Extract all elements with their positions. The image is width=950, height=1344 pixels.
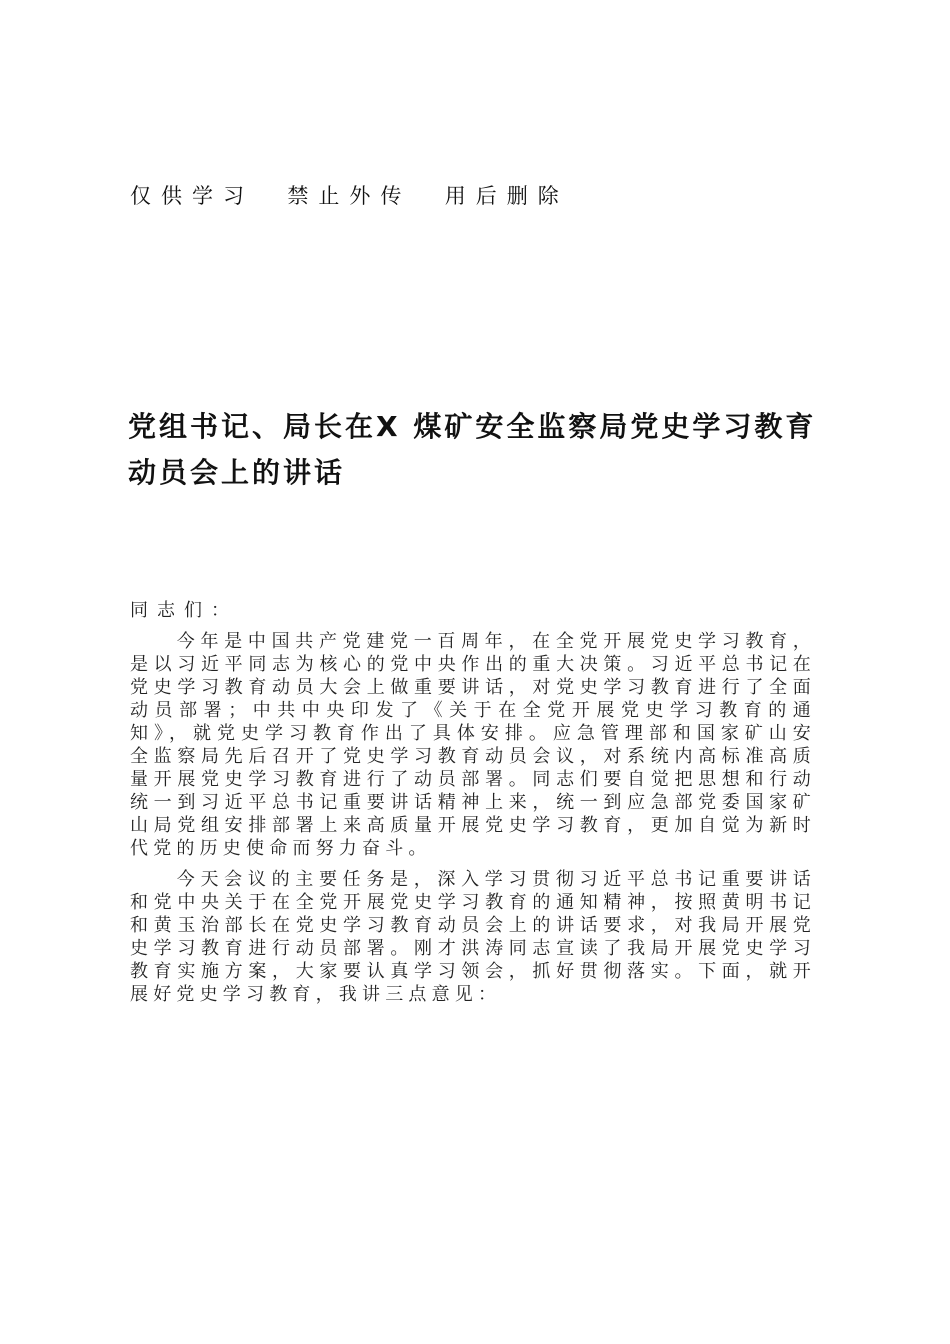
document-title: 党组书记、局长在X 煤矿安全监察局党史学习教育动员会上的讲话 bbox=[128, 410, 817, 489]
document-body bbox=[130, 599, 816, 1014]
salutation: 同志们： bbox=[130, 600, 238, 621]
paragraph-2: 今天会议的主要任务是，深入学习贯彻习近平总书记重要讲话和党中央关于在全党开展党史学习教育的通知精神，按照黄明书记和黄玉治部长在党史学习教育动员会上的讲话要求，对我局开展党史学习教育进行动员部署。刚才洪涛同志宣读了我局开展党史学习教育实施方案，大家要认真学习领会，抓好贯彻落实。下面，就开展好党史学习教育，我讲三点意见： bbox=[130, 869, 816, 1005]
distribution-notice: 仅供学习 禁止外传 用后删除 bbox=[130, 184, 569, 208]
paragraph-1: 今年是中国共产党建党一百周年，在全党开展党史学习教育，是以习近平同志为核心的党中央作出的重大决策。习近平总书记在党史学习教育动员大会上做重要讲话，对党史学习教育进行了全面动员部署；中共中央印发了《关于在全党开展党史学习教育的通知》，就党史学习教育作出了具体安排。应急管理部和国家矿山安全监察局先后召开了党史学习教育动员会议，对系统内高标准高质量开展党史学习教育进行了动员部署。同志们要自觉把思想和行动统一到习近平总书记重要讲话精神上来，统一到应急部党委国家矿山局党组安排部署上来高质量开展党史学习教育，更加自觉为新时代党的历史使命而努力奋斗。 bbox=[130, 631, 816, 859]
